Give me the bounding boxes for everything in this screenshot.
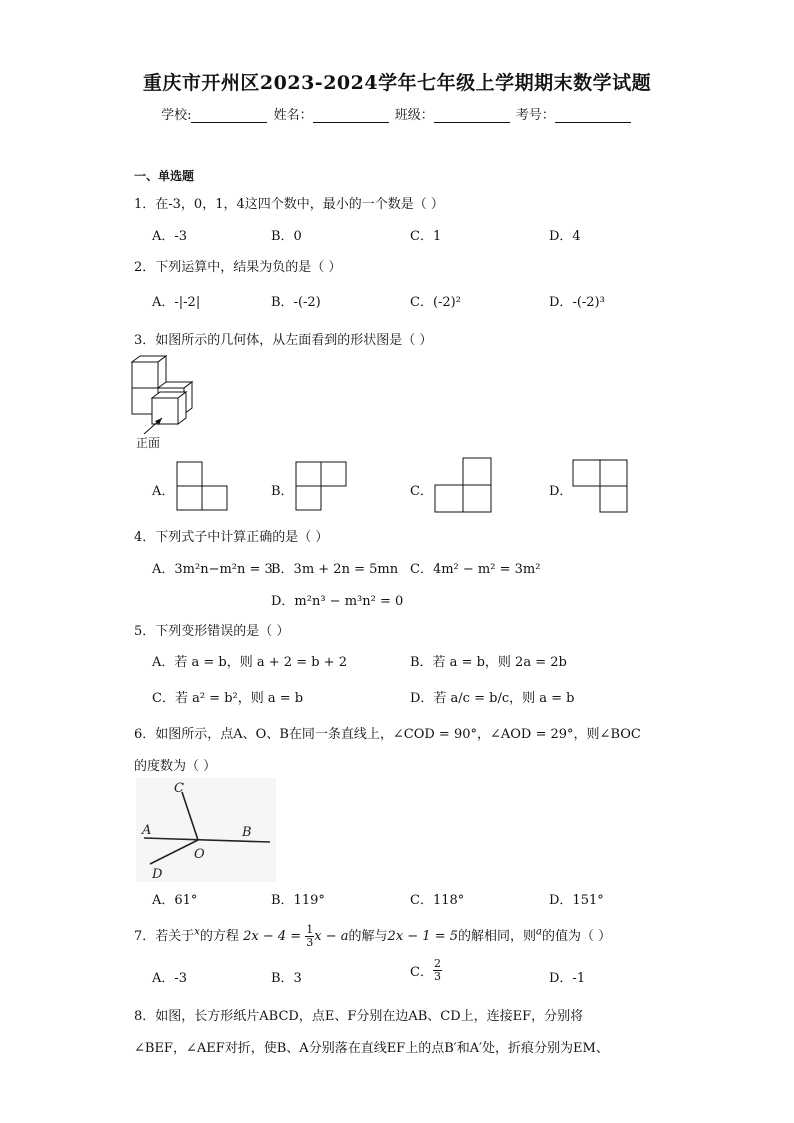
q6-label-d: D xyxy=(152,867,163,882)
page-title: 重庆市开州区2023-2024学年七年级上学期期末数学试题 xyxy=(142,72,652,94)
school-label: 学校: xyxy=(161,108,192,123)
q3-option-d-figure xyxy=(572,459,630,513)
question-6-stem-line1: 6．如图所示，点A、O、B在同一条直线上，∠COD = 90°，∠AOD = 29°，则∠BOC xyxy=(134,727,641,742)
q7-option-a[interactable]: A．-3 xyxy=(152,971,188,986)
q4-option-c[interactable]: C．4m² − m² = 3m² xyxy=(410,562,541,577)
q7-text-5: 的值为（ ） xyxy=(542,929,612,944)
q6-option-d[interactable]: D．151° xyxy=(549,893,604,908)
q6-option-b[interactable]: B．119° xyxy=(271,893,325,908)
question-6-stem-line2: 的度数为（ ） xyxy=(134,759,217,774)
q7-text-1: 7．若关于 xyxy=(134,929,195,944)
name-blank[interactable] xyxy=(313,109,389,123)
q6-label-c: C xyxy=(174,781,184,796)
q3-option-d[interactable]: D． xyxy=(549,484,573,499)
q7-text-3: 的解与 xyxy=(348,929,388,944)
q2-option-a[interactable]: A．-|-2| xyxy=(152,295,201,310)
exam-number-label: 考号： xyxy=(515,108,555,123)
q5-option-c[interactable]: C．若 a² = b²，则 a = b xyxy=(152,691,304,706)
q3-option-c-figure xyxy=(434,457,494,513)
q7-eq-right: x − a xyxy=(314,929,349,944)
q3-front-label: 正面 xyxy=(136,436,161,450)
q6-option-c[interactable]: C．118° xyxy=(410,893,465,908)
q6-angle-figure xyxy=(136,778,276,882)
q1-option-a[interactable]: A．-3 xyxy=(152,229,188,244)
question-5-stem: 5．下列变形错误的是（ ） xyxy=(134,624,290,639)
name-label: 姓名： xyxy=(273,108,313,123)
q6-label-a: A xyxy=(142,823,152,838)
q6-label-o: O xyxy=(194,847,205,862)
q3-option-b[interactable]: B． xyxy=(271,484,294,499)
question-8-stem-line1: 8．如图，长方形纸片ABCD，点E、F分别在边AB、CD上，连接EF，分别将 xyxy=(134,1009,584,1024)
q7-text-2: 的方程 xyxy=(199,929,239,944)
q2-option-b[interactable]: B．-(-2) xyxy=(271,295,321,310)
q7-var-a: a xyxy=(536,926,542,938)
q7-eq-left: 2x − 4 = xyxy=(243,929,302,944)
q5-option-a[interactable]: A．若 a = b，则 a + 2 = b + 2 xyxy=(152,655,347,670)
q1-option-d[interactable]: D．4 xyxy=(549,229,581,244)
q2-option-c[interactable]: C．(-2)² xyxy=(410,295,461,310)
q6-option-a[interactable]: A．61° xyxy=(152,893,198,908)
q6-label-b: B xyxy=(242,825,252,840)
q7-text-4: 的解相同，则 xyxy=(458,929,537,944)
question-8-stem-line2: ∠BEF，∠AEF对折，使B、A分别落在直线EF上的点B′和A′处，折痕分别为EM、 xyxy=(134,1041,609,1056)
q3-option-b-figure xyxy=(295,461,347,511)
q7-var-x: x xyxy=(194,926,200,938)
q7-option-c-fraction: $\frac{2}{3}$ xyxy=(433,957,441,983)
question-7-stem xyxy=(134,924,611,949)
q7-option-d[interactable]: D．-1 xyxy=(549,971,586,986)
q4-option-b[interactable]: B．3m + 2n = 5mn xyxy=(271,562,399,577)
q7-fraction: $\frac{1}{3}$ xyxy=(306,923,314,949)
q3-option-a-figure xyxy=(176,461,228,511)
q1-option-c[interactable]: C．1 xyxy=(410,229,442,244)
question-2-stem: 2．下列运算中，结果为负的是（ ） xyxy=(134,260,342,275)
q3-solid-figure xyxy=(130,354,210,434)
q4-option-a[interactable]: A．3m²n−m²n = 3 xyxy=(152,562,273,577)
q5-option-b[interactable]: B．若 a = b，则 2a = 2b xyxy=(410,655,567,670)
school-blank[interactable] xyxy=(191,109,267,123)
section-heading: 一、单选题 xyxy=(134,169,195,183)
question-1-stem: 1．在-3，0，1，4这四个数中，最小的一个数是（ ） xyxy=(134,197,444,212)
q4-option-d[interactable]: D．m²n³ − m³n² = 0 xyxy=(271,594,404,609)
q7-option-c[interactable]: C． $\frac{2}{3}$ xyxy=(410,957,441,983)
q2-option-d[interactable]: D．-(-2)³ xyxy=(549,295,605,310)
q5-option-d[interactable]: D．若 a/c = b/c，则 a = b xyxy=(410,691,575,706)
student-info-row xyxy=(0,104,794,123)
class-blank[interactable] xyxy=(434,109,510,123)
q3-option-c[interactable]: C． xyxy=(410,484,433,499)
q1-option-b[interactable]: B．0 xyxy=(271,229,302,244)
q7-eq2: 2x − 1 = 5 xyxy=(387,929,459,944)
question-3-stem: 3．如图所示的几何体，从左面看到的形状图是（ ） xyxy=(134,333,433,348)
class-label: 班级： xyxy=(394,108,434,123)
exam-number-blank[interactable] xyxy=(555,109,631,123)
q7-option-b[interactable]: B．3 xyxy=(271,971,302,986)
question-4-stem: 4．下列式子中计算正确的是（ ） xyxy=(134,530,329,545)
q3-option-a[interactable]: A． xyxy=(152,484,175,499)
